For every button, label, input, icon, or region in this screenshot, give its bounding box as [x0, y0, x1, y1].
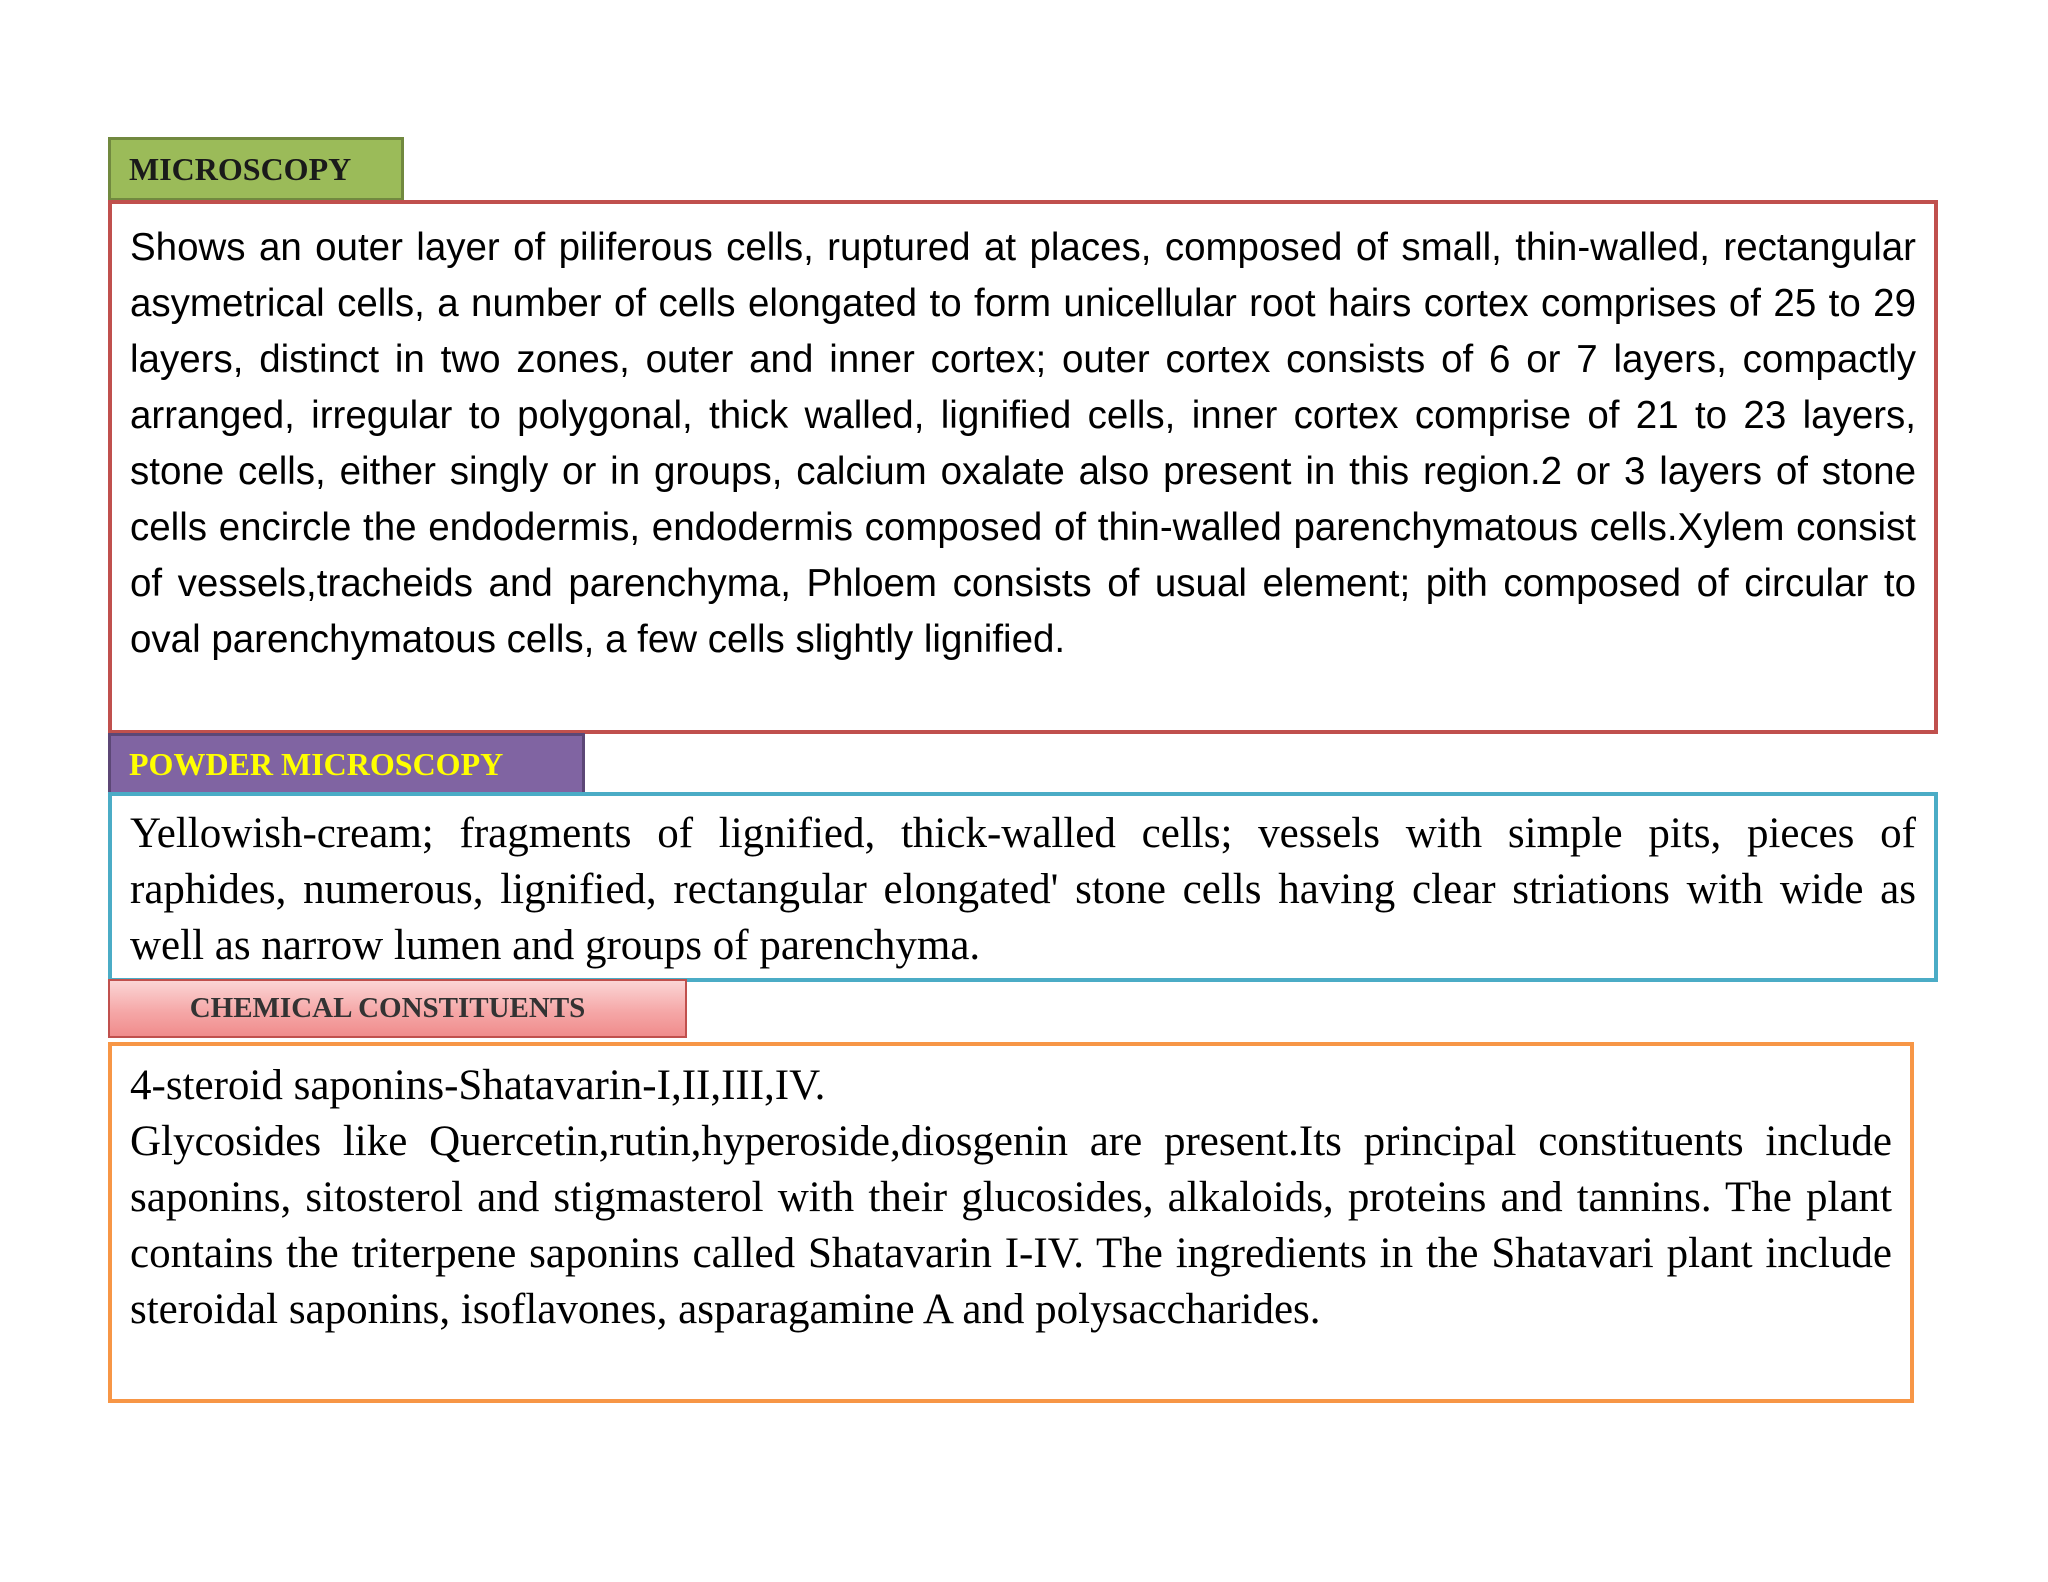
microscopy-paragraph: Shows an outer layer of piliferous cells, ruptured at places, composed of small, thin-walled, rectangular asymetrical cells, a number of cells elongated to form unicellular root hairs cortex comprises of 25 to 29 layers, distinct in two zones, outer and inner cortex; outer cortex consists of 6 or 7 layers, compactly arranged, irregular to polygonal, thick walled, lignified cells, inner cortex comprise of 21 to 23 layers, stone cells, either singly or in groups, calcium oxalate also present in this region.2 or 3 layers of stone cells encircle the endodermis, endodermis composed of thin-walled parenchymatous cells.Xylem consist of vessels,tracheids and parenchyma, Phloem consists of usual element; pith composed of circular to oval parenchymatous cells, a few cells slightly lignified. — [130, 226, 1916, 661]
powder-microscopy-heading — [108, 733, 585, 796]
microscopy-heading — [108, 137, 404, 201]
powder-microscopy-paragraph: Yellowish-cream; fragments of lignified, thick-walled cells; vessels with simple pits, pieces of raphides, numerous, lignified, rectangular elongated' stone cells having clear striations with wide as well as narrow lumen and groups of parenchyma. — [130, 810, 1916, 969]
chemical-constituents-heading-text: CHEMICAL CONSTITUENTS — [189, 992, 586, 1024]
chemical-constituents-text-box — [108, 1042, 1914, 1403]
chemical-constituents-paragraph: Glycosides like Quercetin,rutin,hyperoside,diosgenin are present.Its principal constituents include saponins, sitosterol and stigmasterol with their glucosides, alkaloids, proteins and tannins. The plant contains the triterpene saponins called Shatavarin I-IV. The ingredients in the Shatavari plant include steroidal saponins, isoflavones, asparagamine A and polysaccharides. — [130, 1118, 1892, 1333]
microscopy-text-box — [108, 200, 1938, 734]
chemical-constituents-first-line: 4-steroid saponins-Shatavarin-I,II,III,IV. — [130, 1062, 826, 1109]
microscopy-heading-text: MICROSCOPY — [129, 150, 352, 187]
powder-microscopy-heading-text: POWDER MICROSCOPY — [129, 746, 504, 782]
powder-microscopy-text-box — [108, 792, 1938, 982]
chemical-constituents-heading — [108, 979, 687, 1038]
